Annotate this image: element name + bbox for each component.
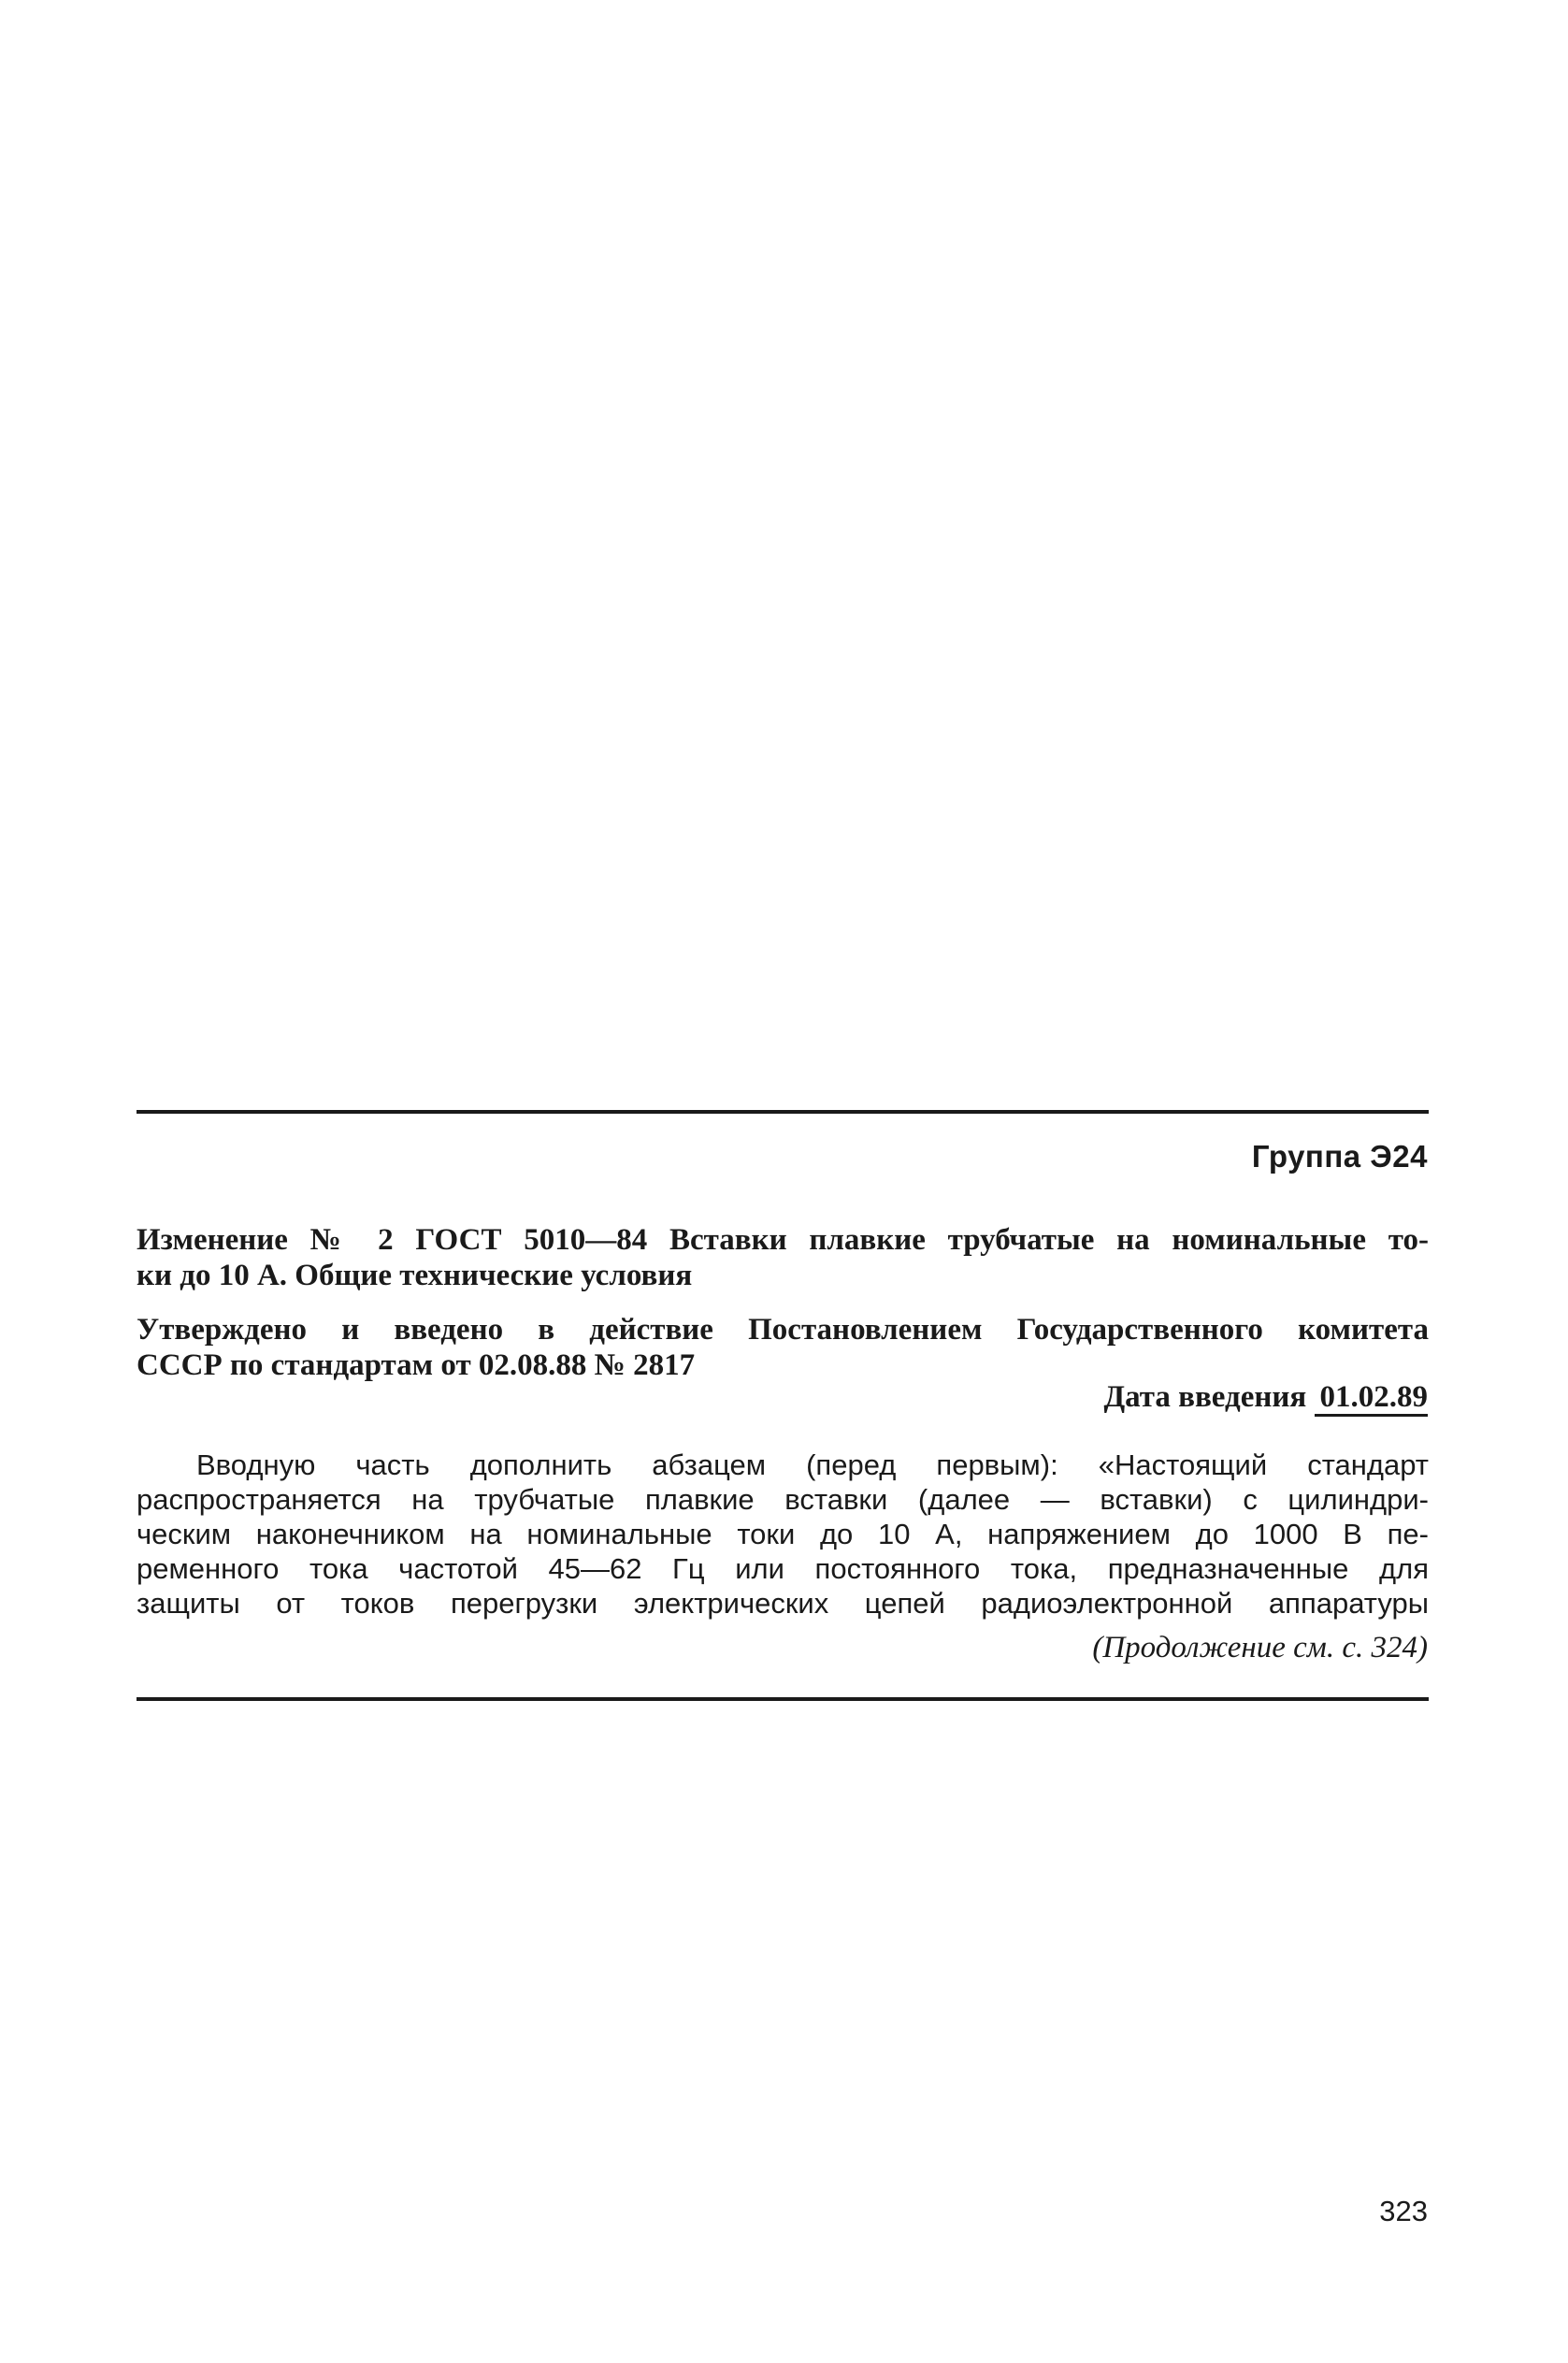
change-title-line: ки до 10 А. Общие технические условия (137, 1259, 693, 1292)
continuation-note: (Продолжение см. с. 324) (1092, 1631, 1428, 1664)
body-paragraph (137, 1448, 1429, 1621)
group-label: Группа Э24 (1251, 1139, 1428, 1174)
top-divider (137, 1110, 1429, 1114)
body-line: защиты от токов перегрузки электрических цепей радиоэлектронной аппаратуры (137, 1587, 1429, 1620)
body-line: ческим наконечником на номинальные токи до 10 А, напряжением до 1000 В пе- (137, 1518, 1429, 1550)
change-title-line: Изменение № 2 ГОСТ 5010—84 Вставки плавкие трубчатые на номинальные то- (137, 1223, 1429, 1257)
body-line: Вводную часть дополнить абзацем (перед первым): «Настоящий стандарт (196, 1448, 1429, 1481)
introduction-date-value: 01.02.89 (1315, 1380, 1429, 1417)
approval-line: СССР по стандартам от 02.08.88 № 2817 (137, 1348, 696, 1382)
bottom-divider (137, 1697, 1429, 1701)
introduction-date-label: Дата введения (1103, 1380, 1307, 1414)
approval-line: Утверждено и введено в действие Постановлением Государственного комитета (137, 1313, 1429, 1347)
body-line: распространяется на трубчатые плавкие вставки (далее — вставки) с цилиндри- (137, 1483, 1429, 1516)
page-number: 323 (1379, 2195, 1428, 2227)
approval-statement (137, 1312, 1429, 1383)
introduction-date (1103, 1380, 1428, 1415)
change-title (137, 1222, 1429, 1293)
body-line: ременного тока частотой 45—62 Гц или постоянного тока, предназначенные для (137, 1552, 1429, 1585)
